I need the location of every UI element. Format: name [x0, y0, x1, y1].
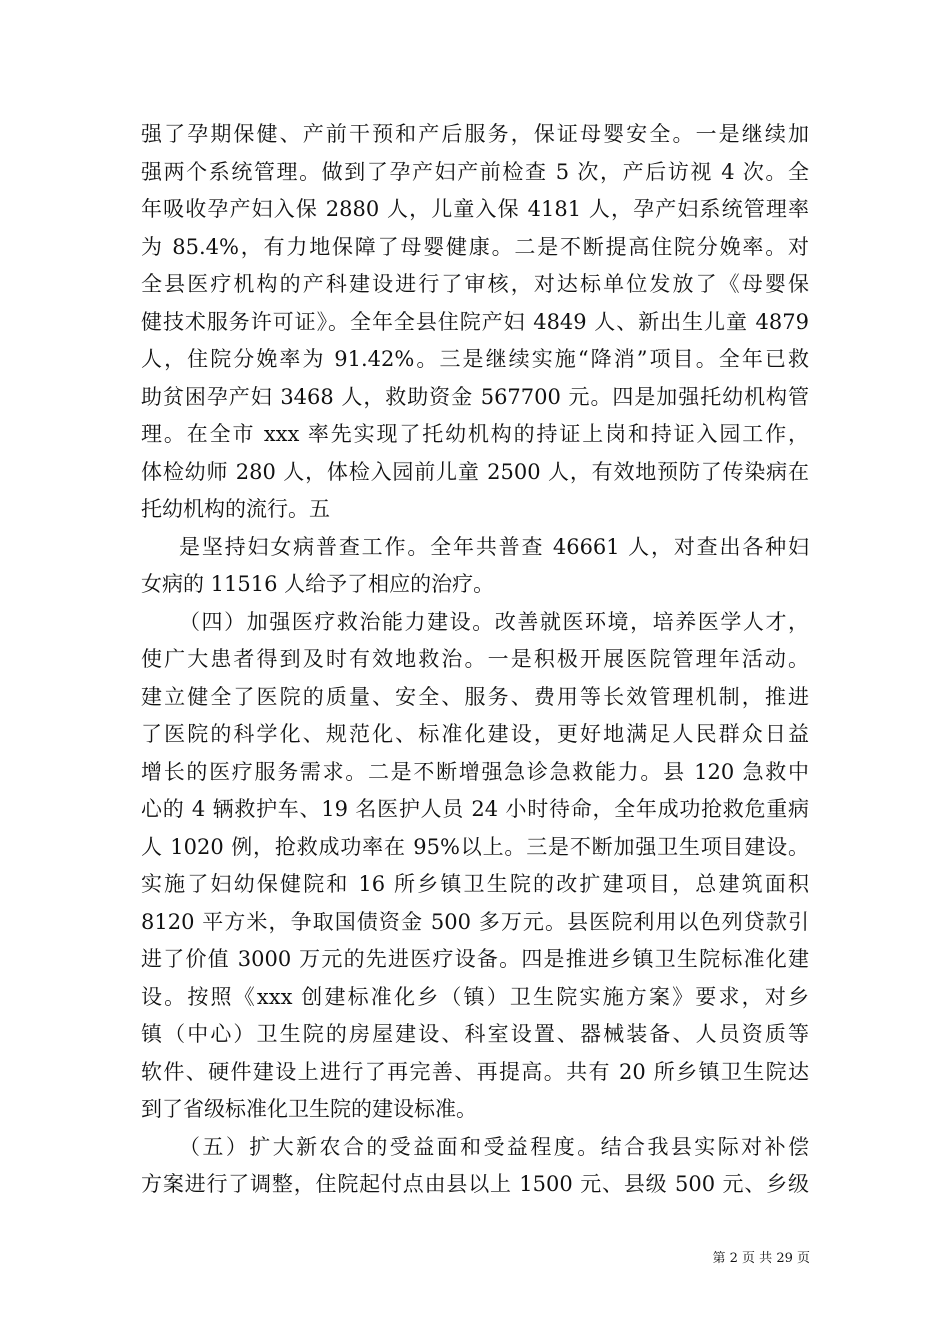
- text-line: 镇（中心）卫生院的房屋建设、科室设置、器械装备、人员资质等: [141, 1022, 809, 1046]
- text-line: 托幼机构的流行。五: [141, 497, 330, 521]
- page-number: 第 2 页 共 29 页: [712, 1251, 810, 1266]
- text-line: 理。在全市 xxx 率先实现了托幼机构的持证上岗和持证入园工作，: [141, 422, 809, 446]
- text-line: 进了价值 3000 万元的先进医疗设备。四是推进乡镇卫生院标准化建: [141, 947, 809, 971]
- text-line: 强两个系统管理。做到了孕产妇产前检查 5 次，产后访视 4 次。全: [141, 159, 809, 184]
- text-line: 心的 4 辆救护车、19 名医护人员 24 小时待命，全年成功抢救危重病: [141, 797, 809, 821]
- text-line: 助贫困孕产妇 3468 人，救助资金 567700 元。四是加强托幼机构管: [141, 384, 809, 409]
- section-heading-line: （四）加强医疗救治能力建设。改善就医环境，培养医学人才，: [179, 609, 809, 634]
- body-text: [141, 116, 809, 1204]
- text-line: 方案进行了调整，住院起付点由县以上 1500 元、县级 500 元、乡级: [141, 1172, 809, 1196]
- text-line: 年吸收孕产妇入保 2880 人，儿童入保 4181 人，孕产妇系统管理率: [141, 197, 809, 221]
- text-line: 设。按照《xxx 创建标准化乡（镇）卫生院实施方案》要求，对乡: [141, 984, 809, 1009]
- text-line: 实施了妇幼保健院和 16 所乡镇卫生院的改扩建项目，总建筑面积: [141, 872, 809, 896]
- text-line: 人，住院分娩率为 91.42%。三是继续实施“降消”项目。全年已救: [141, 347, 809, 371]
- text-line: 健技术服务许可证》。全年全县住院产妇 4849 人、新出生儿童 4879: [141, 309, 809, 334]
- text-line: 到了省级标准化卫生院的建设标准。: [141, 1097, 477, 1121]
- section-heading-line: （五）扩大新农合的受益面和受益程度。结合我县实际对补偿: [179, 1134, 809, 1159]
- text-line: 了医院的科学化、规范化、标准化建设，更好地满足人民群众日益: [141, 722, 809, 746]
- text-line: 8120 平方米，争取国债资金 500 多万元。县医院利用以色列贷款引: [141, 909, 809, 934]
- text-line: 女病的 11516 人给予了相应的治疗。: [141, 572, 495, 596]
- text-line: 软件、硬件建设上进行了再完善、再提高。共有 20 所乡镇卫生院达: [141, 1059, 809, 1084]
- text-line: 是坚持妇女病普查工作。全年共普查 46661 人，对查出各种妇: [179, 534, 809, 559]
- text-line: 全县医疗机构的产科建设进行了审核，对达标单位发放了《母婴保: [141, 272, 809, 296]
- text-line: 体检幼师 280 人，体检入园前儿童 2500 人，有效地预防了传染病在: [141, 459, 809, 484]
- text-line: 为 85.4%，有力地保障了母婴健康。二是不断提高住院分娩率。对: [141, 234, 809, 259]
- text-line: 建立健全了医院的质量、安全、服务、费用等长效管理机制，推进: [141, 684, 809, 709]
- text-line: 强了孕期保健、产前干预和产后服务，保证母婴安全。一是继续加: [141, 122, 809, 146]
- text-line: 使广大患者得到及时有效地救治。一是积极开展医院管理年活动。: [141, 647, 809, 671]
- text-line: 增长的医疗服务需求。二是不断增强急诊急救能力。县 120 急救中: [141, 759, 809, 784]
- text-line: 人 1020 例，抢救成功率在 95%以上。三是不断加强卫生项目建设。: [141, 834, 809, 859]
